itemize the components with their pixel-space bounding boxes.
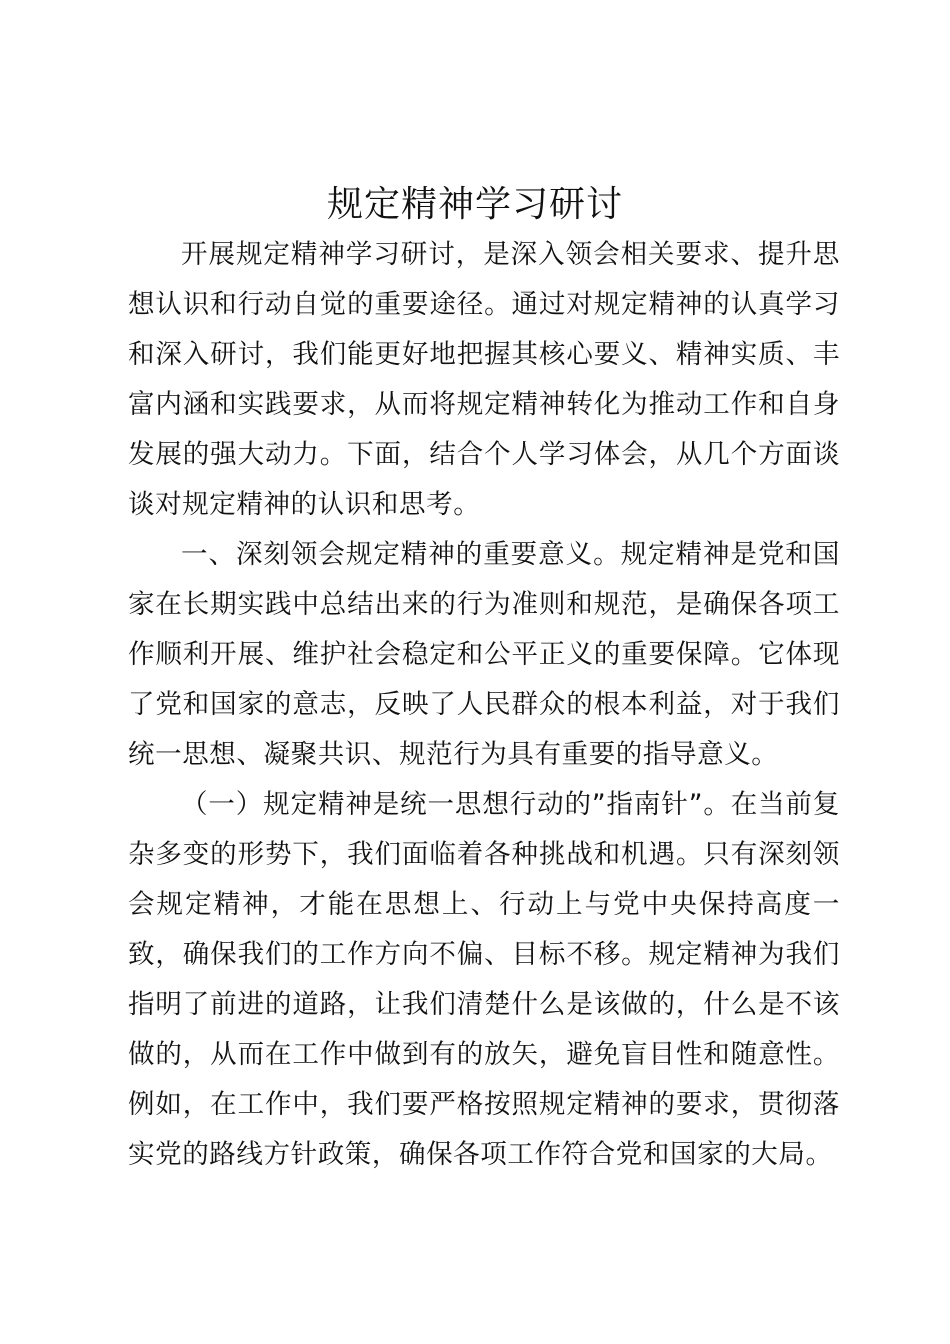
document-body	[128, 230, 840, 1180]
paragraph-subsection-one: （一）规定精神是统一思想行动的”指南针”。在当前复杂多变的形势下，我们面临着各种挑战和机遇。只有深刻领会规定精神，才能在思想上、行动上与党中央保持高度一致，确保我们的工作方向不偏、目标不移。规定精神为我们指明了前进的道路，让我们清楚什么是该做的，什么是不该做的，从而在工作中做到有的放矢，避免盲目性和随意性。例如，在工作中，我们要严格按照规定精神的要求，贯彻落实党的路线方针政策，确保各项工作符合党和国家的大局。	[128, 789, 840, 1170]
paragraph-section-one: 一、深刻领会规定精神的重要意义。规定精神是党和国家在长期实践中总结出来的行为准则和规范，是确保各项工作顺利开展、维护社会稳定和公平正义的重要保障。它体现了党和国家的意志，反映了人民群众的根本利益，对于我们统一思想、凝聚共识、规范行为具有重要的指导意义。	[128, 539, 840, 770]
document-title: 规定精神学习研讨	[326, 184, 623, 225]
paragraph-intro: 开展规定精神学习研讨，是深入领会相关要求、提升思想认识和行动自觉的重要途径。通过对规定精神的认真学习和深入研讨，我们能更好地把握其核心要义、精神实质、丰富内涵和实践要求，从而将规定精神转化为推动工作和自身发展的强大动力。下面，结合个人学习体会，从几个方面谈谈对规定精神的认识和思考。	[128, 239, 840, 520]
